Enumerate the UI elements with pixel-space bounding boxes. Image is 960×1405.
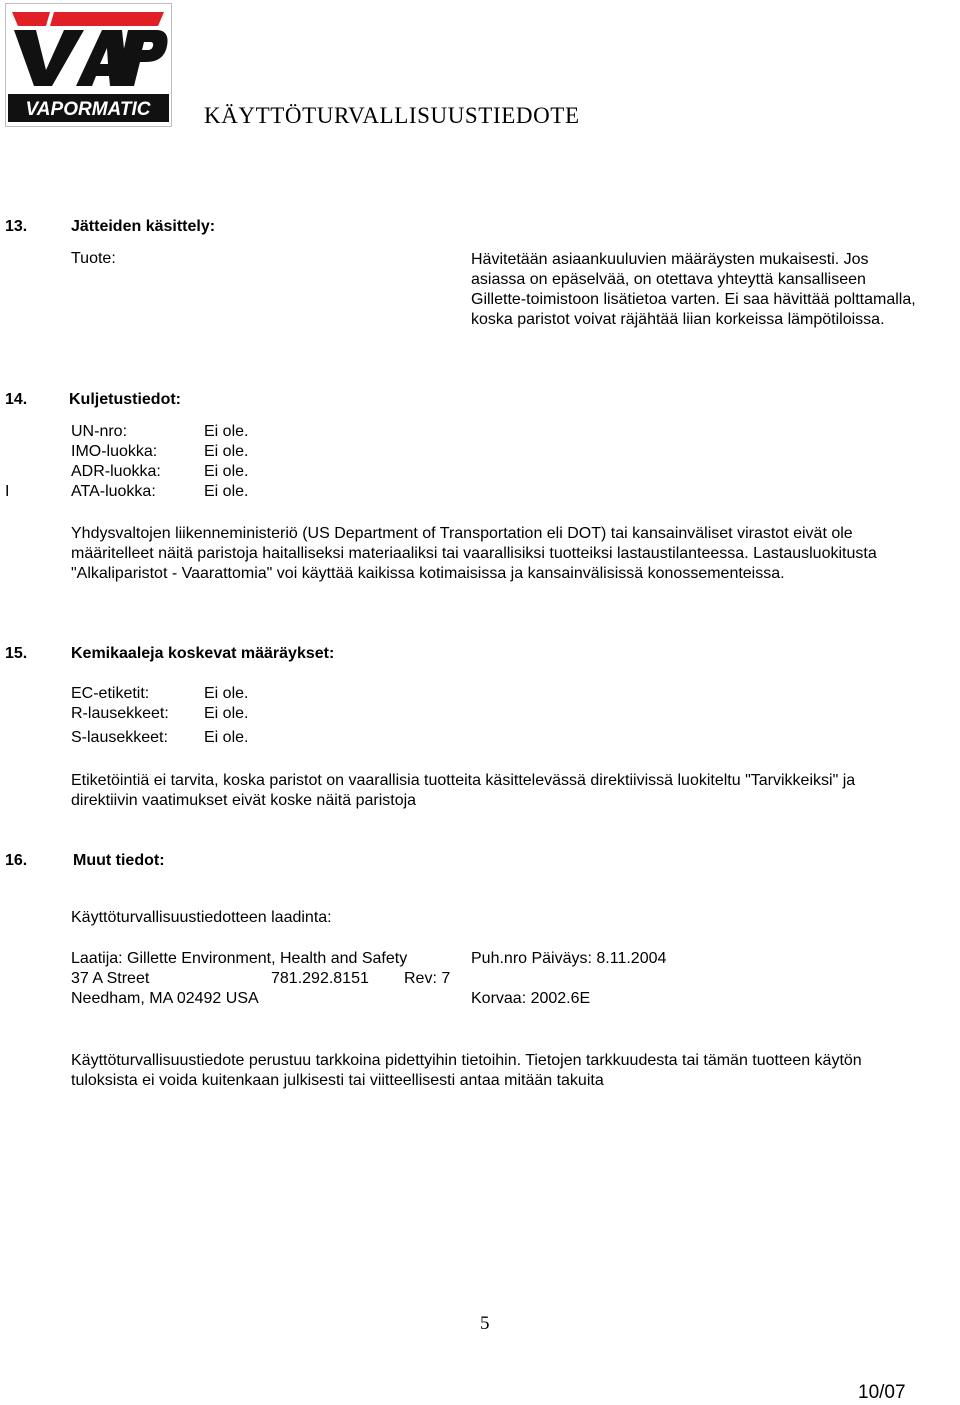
section-16-title: Muut tiedot: — [73, 852, 165, 869]
section-16-number: 16. — [5, 852, 28, 869]
labelling-paragraph — [71, 771, 960, 811]
s-phrases-label: S-lausekkeet: — [71, 729, 168, 746]
disclaimer-line: tuloksista ei voida kuitenkaan julkisesti tai viitteellisesti antaa mitään takuita — [71, 1072, 604, 1089]
logo-brand-text: VAPORMATIC — [25, 99, 151, 120]
document-title: KÄYTTÖTURVALLISUUSTIEDOTE — [204, 103, 580, 128]
disposal-line: asiassa on epäselvää, on otettava yhteyttä kansalliseen — [471, 271, 866, 288]
revision: Rev: 7 — [404, 970, 451, 987]
disposal-line: Gillette-toimistoon lisätietoa varten. Ei saa hävittää polttamalla, — [471, 291, 916, 308]
s-phrases-value: Ei ole. — [204, 729, 249, 746]
document-code: 10/07 — [858, 1382, 906, 1403]
adr-class-value: Ei ole. — [204, 463, 249, 480]
disclaimer-line: Käyttöturvallisuustiedote perustuu tarkkoina pidettyihin tietoihin. Tietojen tarkkuudesta tai tämän tuotteen käytön — [71, 1052, 862, 1069]
un-number-label: UN-nro: — [71, 423, 128, 440]
labelling-line: direktiivin vaatimukset eivät koske näitä paristoja — [71, 792, 417, 809]
ec-labels-value: Ei ole. — [204, 685, 249, 702]
r-phrases-value: Ei ole. — [204, 705, 249, 722]
disposal-line: Hävitetään asiaankuuluvien määräysten mukaisesti. Jos — [471, 251, 869, 268]
transport-line: "Alkaliparistot - Vaarattomia" voi käyttää kaikissa kotimaisissa ja kansainvälisissä konossementeissa. — [71, 565, 785, 582]
section-15-number: 15. — [5, 645, 28, 662]
ec-labels-label: EC-etiketit: — [71, 685, 150, 702]
disclaimer-paragraph — [71, 1051, 960, 1091]
ata-class-label: ATA-luokka: — [71, 483, 156, 500]
prepared-heading: Käyttöturvallisuustiedotteen laadinta: — [71, 909, 332, 926]
phone-number: 781.292.8151 — [271, 970, 369, 987]
ata-class-value: Ei ole. — [204, 483, 249, 500]
section-15-title: Kemikaaleja koskevat määräykset: — [71, 645, 335, 662]
imo-class-value: Ei ole. — [204, 443, 249, 460]
section-13-number: 13. — [5, 218, 28, 235]
page-number: 5 — [480, 1313, 490, 1334]
replaces-line: Korvaa: 2002.6E — [471, 990, 591, 1007]
product-label: Tuote: — [71, 250, 116, 267]
margin-mark: I — [5, 483, 10, 500]
street-address: 37 A Street — [71, 970, 150, 987]
r-phrases-label: R-lausekkeet: — [71, 705, 169, 722]
phone-date-line: Puh.nro Päiväys: 8.11.2004 — [471, 950, 667, 967]
transport-line: Yhdysvaltojen liikenneministeriö (US Department of Transportation eli DOT) tai kansainväliset virastot eivät ole — [71, 525, 853, 542]
section-14-title: Kuljetustiedot: — [69, 391, 181, 408]
disposal-line: koska paristot voivat räjähtää liian korkeissa lämpötiloissa. — [471, 311, 885, 328]
vapormatic-logo — [5, 3, 172, 127]
section-14-number: 14. — [5, 391, 28, 408]
imo-class-label: IMO-luokka: — [71, 443, 158, 460]
adr-class-label: ADR-luokka: — [71, 463, 161, 480]
disposal-text — [471, 250, 960, 330]
transport-line: määritelleet näitä paristoja haitalliseksi materiaaliksi tai vaarallisiksi tuotteiksi lastaustilanteessa. Lastausluokitusta — [71, 545, 877, 562]
city-address: Needham, MA 02492 USA — [71, 990, 259, 1007]
labelling-line: Etiketöintiä ei tarvita, koska paristot on vaarallisia tuotteita käsittelevässä direktiivissä luokiteltu "Tarvikkeiksi" ja — [71, 772, 856, 789]
section-13-title: Jätteiden käsittely: — [71, 218, 216, 235]
vapormatic-logo-graphic — [6, 4, 171, 126]
un-number-value: Ei ole. — [204, 423, 249, 440]
transport-paragraph — [71, 524, 960, 584]
author-line: Laatija: Gillette Environment, Health and Safety — [71, 950, 408, 967]
